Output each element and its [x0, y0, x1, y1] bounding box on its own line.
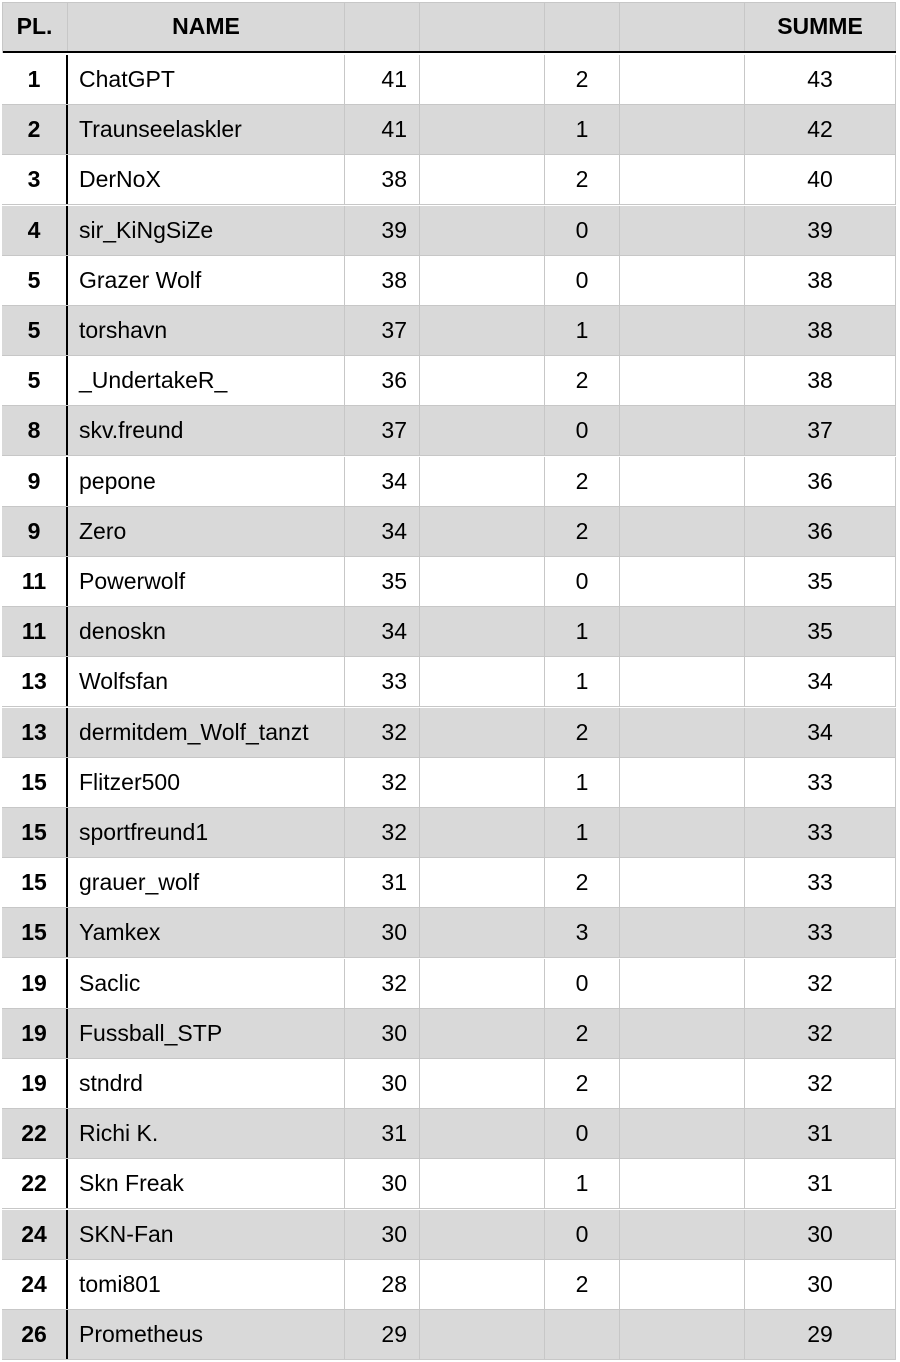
cell-name: pepone [68, 457, 345, 506]
cell-col-4 [420, 808, 545, 857]
cell-col-4 [420, 1059, 545, 1108]
cell-points: 32 [345, 959, 420, 1008]
cell-place: 11 [2, 557, 68, 606]
cell-bonus: 2 [545, 457, 620, 506]
cell-summe: 29 [745, 1310, 896, 1359]
cell-col-4 [420, 1210, 545, 1259]
cell-place: 5 [2, 256, 68, 305]
cell-place: 15 [2, 808, 68, 857]
cell-col-6 [620, 758, 745, 807]
table-row [2, 1059, 896, 1109]
cell-place: 26 [2, 1310, 68, 1359]
table-row [2, 105, 896, 155]
cell-bonus: 3 [545, 908, 620, 957]
cell-col-4 [420, 858, 545, 907]
cell-name: tomi801 [68, 1260, 345, 1309]
header-col-3 [345, 2, 420, 51]
table-row [2, 155, 896, 205]
cell-col-6 [620, 708, 745, 757]
table-row [2, 306, 896, 356]
cell-bonus: 0 [545, 1109, 620, 1158]
cell-col-6 [620, 607, 745, 656]
cell-bonus: 0 [545, 959, 620, 1008]
cell-points: 32 [345, 708, 420, 757]
cell-place: 5 [2, 356, 68, 405]
cell-name: Traunseelaskler [68, 105, 345, 154]
cell-points: 28 [345, 1260, 420, 1309]
cell-col-6 [620, 1310, 745, 1359]
cell-name: DerNoX [68, 155, 345, 204]
cell-name: Fussball_STP [68, 1009, 345, 1058]
cell-points: 29 [345, 1310, 420, 1359]
cell-points: 30 [345, 1009, 420, 1058]
cell-col-4 [420, 708, 545, 757]
table-row [2, 507, 896, 557]
cell-summe: 30 [745, 1260, 896, 1309]
ranking-table [2, 2, 896, 1362]
cell-bonus: 1 [545, 1159, 620, 1208]
table-row [2, 858, 896, 908]
cell-place: 19 [2, 1009, 68, 1058]
cell-bonus: 0 [545, 256, 620, 305]
cell-col-6 [620, 206, 745, 255]
cell-name: skv.freund [68, 406, 345, 455]
cell-summe: 33 [745, 858, 896, 907]
table-row [2, 657, 896, 707]
cell-name: Flitzer500 [68, 758, 345, 807]
table-row [2, 708, 896, 758]
table-row [2, 457, 896, 507]
cell-bonus: 1 [545, 657, 620, 706]
cell-col-6 [620, 908, 745, 957]
cell-col-6 [620, 306, 745, 355]
cell-summe: 43 [745, 55, 896, 104]
cell-points: 38 [345, 256, 420, 305]
cell-points: 34 [345, 507, 420, 556]
cell-bonus: 0 [545, 206, 620, 255]
cell-bonus: 2 [545, 507, 620, 556]
cell-name: ChatGPT [68, 55, 345, 104]
cell-points: 30 [345, 1159, 420, 1208]
cell-place: 13 [2, 657, 68, 706]
cell-place: 22 [2, 1159, 68, 1208]
cell-col-4 [420, 1159, 545, 1208]
cell-col-6 [620, 406, 745, 455]
table-row [2, 55, 896, 105]
cell-bonus: 2 [545, 356, 620, 405]
cell-col-4 [420, 256, 545, 305]
cell-name: stndrd [68, 1059, 345, 1108]
cell-points: 38 [345, 155, 420, 204]
table-row [2, 557, 896, 607]
cell-col-6 [620, 155, 745, 204]
table-border-left [2, 2, 3, 53]
cell-summe: 35 [745, 557, 896, 606]
cell-summe: 33 [745, 758, 896, 807]
cell-col-6 [620, 1159, 745, 1208]
cell-summe: 34 [745, 657, 896, 706]
table-row [2, 607, 896, 657]
cell-points: 32 [345, 758, 420, 807]
cell-bonus: 2 [545, 155, 620, 204]
cell-place: 4 [2, 206, 68, 255]
cell-summe: 31 [745, 1109, 896, 1158]
cell-summe: 32 [745, 1009, 896, 1058]
table-row [2, 808, 896, 858]
cell-name: grauer_wolf [68, 858, 345, 907]
table-row [2, 1159, 896, 1209]
cell-col-6 [620, 105, 745, 154]
cell-points: 31 [345, 858, 420, 907]
cell-points: 30 [345, 1059, 420, 1108]
cell-place: 15 [2, 858, 68, 907]
cell-summe: 36 [745, 457, 896, 506]
cell-col-6 [620, 1059, 745, 1108]
cell-points: 37 [345, 306, 420, 355]
table-row [2, 1109, 896, 1159]
cell-place: 11 [2, 607, 68, 656]
cell-name: SKN-Fan [68, 1210, 345, 1259]
cell-place: 3 [2, 155, 68, 204]
cell-col-6 [620, 507, 745, 556]
cell-name: Wolfsfan [68, 657, 345, 706]
cell-bonus: 2 [545, 1059, 620, 1108]
cell-col-4 [420, 657, 545, 706]
cell-summe: 31 [745, 1159, 896, 1208]
cell-col-6 [620, 808, 745, 857]
cell-col-6 [620, 356, 745, 405]
table-row [2, 1260, 896, 1310]
cell-col-6 [620, 657, 745, 706]
cell-points: 41 [345, 105, 420, 154]
cell-col-4 [420, 55, 545, 104]
cell-summe: 37 [745, 406, 896, 455]
cell-col-4 [420, 105, 545, 154]
cell-points: 30 [345, 908, 420, 957]
cell-name: Powerwolf [68, 557, 345, 606]
cell-col-6 [620, 1210, 745, 1259]
cell-name: Zero [68, 507, 345, 556]
cell-bonus: 1 [545, 306, 620, 355]
cell-bonus: 1 [545, 105, 620, 154]
table-row [2, 256, 896, 306]
table-row [2, 1009, 896, 1059]
cell-col-6 [620, 959, 745, 1008]
cell-summe: 33 [745, 808, 896, 857]
cell-bonus: 2 [545, 858, 620, 907]
header-col-6 [620, 2, 745, 51]
cell-name: Saclic [68, 959, 345, 1008]
cell-place: 19 [2, 1059, 68, 1108]
cell-col-6 [620, 1260, 745, 1309]
cell-points: 39 [345, 206, 420, 255]
cell-bonus: 2 [545, 1009, 620, 1058]
cell-name: torshavn [68, 306, 345, 355]
cell-col-4 [420, 406, 545, 455]
cell-col-6 [620, 858, 745, 907]
cell-place: 5 [2, 306, 68, 355]
table-row [2, 356, 896, 406]
cell-place: 19 [2, 959, 68, 1008]
cell-col-6 [620, 557, 745, 606]
table-row [2, 1210, 896, 1260]
cell-summe: 38 [745, 256, 896, 305]
table-row [2, 1310, 896, 1360]
table-header-row [2, 2, 896, 53]
cell-bonus: 1 [545, 808, 620, 857]
cell-place: 9 [2, 457, 68, 506]
cell-name: denoskn [68, 607, 345, 656]
table-border-top [2, 2, 896, 3]
cell-name: dermitdem_Wolf_tanzt [68, 708, 345, 757]
cell-name: sportfreund1 [68, 808, 345, 857]
cell-place: 2 [2, 105, 68, 154]
header-col-4 [420, 2, 545, 51]
cell-col-4 [420, 1109, 545, 1158]
table-row [2, 206, 896, 256]
cell-place: 1 [2, 55, 68, 104]
cell-summe: 42 [745, 105, 896, 154]
cell-summe: 32 [745, 1059, 896, 1108]
cell-bonus: 1 [545, 758, 620, 807]
cell-points: 34 [345, 457, 420, 506]
cell-col-4 [420, 908, 545, 957]
cell-col-4 [420, 507, 545, 556]
cell-summe: 40 [745, 155, 896, 204]
cell-bonus: 1 [545, 607, 620, 656]
cell-name: Richi K. [68, 1109, 345, 1158]
table-row [2, 959, 896, 1009]
cell-col-6 [620, 256, 745, 305]
cell-col-4 [420, 206, 545, 255]
cell-place: 22 [2, 1109, 68, 1158]
cell-bonus: 0 [545, 557, 620, 606]
cell-col-4 [420, 356, 545, 405]
cell-col-4 [420, 1310, 545, 1359]
cell-place: 13 [2, 708, 68, 757]
cell-place: 15 [2, 908, 68, 957]
cell-name: Skn Freak [68, 1159, 345, 1208]
cell-bonus [545, 1310, 620, 1359]
cell-place: 15 [2, 758, 68, 807]
cell-name: Yamkex [68, 908, 345, 957]
cell-col-4 [420, 1260, 545, 1309]
cell-name: Prometheus [68, 1310, 345, 1359]
cell-bonus: 2 [545, 55, 620, 104]
cell-place: 8 [2, 406, 68, 455]
cell-summe: 39 [745, 206, 896, 255]
cell-summe: 35 [745, 607, 896, 656]
cell-name: sir_KiNgSiZe [68, 206, 345, 255]
table-row [2, 908, 896, 958]
header-place: PL. [2, 2, 68, 51]
cell-col-6 [620, 457, 745, 506]
cell-summe: 33 [745, 908, 896, 957]
cell-points: 36 [345, 356, 420, 405]
cell-summe: 30 [745, 1210, 896, 1259]
cell-summe: 32 [745, 959, 896, 1008]
header-name: NAME [68, 2, 345, 51]
cell-points: 35 [345, 557, 420, 606]
cell-col-4 [420, 1009, 545, 1058]
cell-summe: 38 [745, 356, 896, 405]
cell-col-4 [420, 607, 545, 656]
cell-col-4 [420, 959, 545, 1008]
cell-col-4 [420, 306, 545, 355]
cell-col-4 [420, 457, 545, 506]
cell-points: 30 [345, 1210, 420, 1259]
cell-bonus: 0 [545, 1210, 620, 1259]
cell-col-4 [420, 155, 545, 204]
cell-place: 24 [2, 1260, 68, 1309]
cell-points: 37 [345, 406, 420, 455]
cell-summe: 38 [745, 306, 896, 355]
cell-bonus: 2 [545, 1260, 620, 1309]
cell-name: _UndertakeR_ [68, 356, 345, 405]
cell-col-6 [620, 1009, 745, 1058]
cell-col-6 [620, 1109, 745, 1158]
cell-bonus: 0 [545, 406, 620, 455]
cell-col-4 [420, 557, 545, 606]
cell-summe: 36 [745, 507, 896, 556]
cell-col-4 [420, 758, 545, 807]
cell-name: Grazer Wolf [68, 256, 345, 305]
cell-points: 34 [345, 607, 420, 656]
cell-summe: 34 [745, 708, 896, 757]
header-summe: SUMME [745, 2, 896, 51]
cell-place: 9 [2, 507, 68, 556]
cell-points: 32 [345, 808, 420, 857]
cell-col-6 [620, 55, 745, 104]
cell-points: 41 [345, 55, 420, 104]
header-col-5 [545, 2, 620, 51]
table-row [2, 406, 896, 456]
cell-points: 31 [345, 1109, 420, 1158]
cell-points: 33 [345, 657, 420, 706]
cell-place: 24 [2, 1210, 68, 1259]
cell-bonus: 2 [545, 708, 620, 757]
table-row [2, 758, 896, 808]
